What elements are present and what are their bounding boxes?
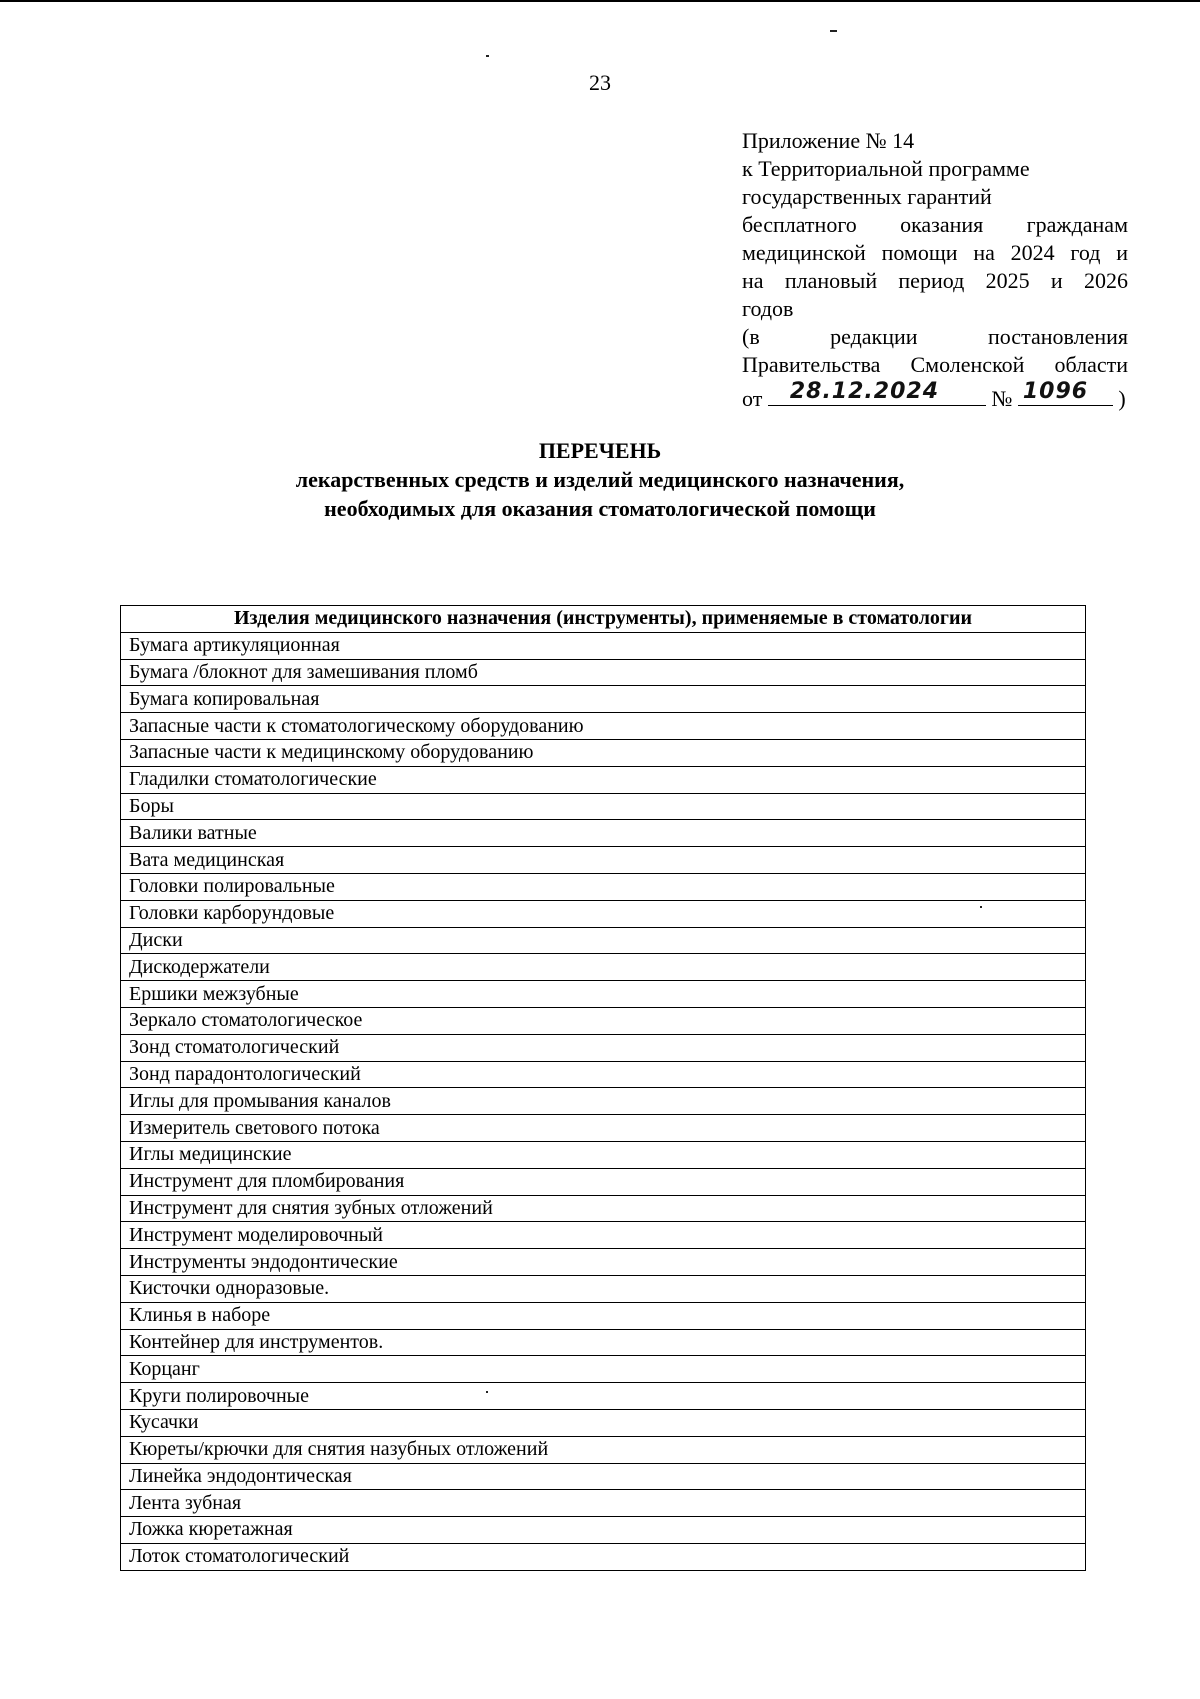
table-row [121,820,1086,847]
appendix-block [742,127,1128,413]
table-row [121,900,1086,927]
document-title [0,436,1200,523]
table-cell: Иглы для промывания каналов [121,1088,1086,1115]
table-row [121,1088,1086,1115]
table-cell: Измеритель светового потока [121,1115,1086,1142]
handwritten-date: 28.12.2024 [789,379,940,404]
table-cell: Клинья в наборе [121,1302,1086,1329]
table-cell: Инструменты эндодонтические [121,1249,1086,1276]
title-subtitle: необходимых для оказания стоматологической помощи [324,496,876,521]
appendix-line: Приложение № 14 [742,128,915,153]
table-row [121,1302,1086,1329]
table-cell: Бумага артикуляционная [121,632,1086,659]
table-cell: Инструмент для снятия зубных отложений [121,1195,1086,1222]
appendix-line: бесплатного оказания гражданам [742,212,1128,237]
table-cell: Кюреты/крючки для снятия назубных отложений [121,1436,1086,1463]
table-row [121,927,1086,954]
title-main: ПЕРЕЧЕНЬ [538,438,662,463]
table-row [121,1517,1086,1544]
table-cell: Головки карборундовые [121,900,1086,927]
closing-paren: ) [1118,386,1126,411]
table-cell: Зонд парадонтологический [121,1061,1086,1088]
appendix-line: государственных гарантий [742,184,992,209]
appendix-line: на плановый период 2025 и 2026 [742,268,1128,293]
table-cell: Зеркало стоматологическое [121,1007,1086,1034]
appendix-line: Правительства Смоленской области [742,352,1128,377]
table-row [121,1195,1086,1222]
table-row [121,632,1086,659]
table-cell: Гладилки стоматологические [121,766,1086,793]
table-body [121,632,1086,1570]
table-cell: Линейка эндодонтическая [121,1463,1086,1490]
table-cell: Лента зубная [121,1490,1086,1517]
table-cell: Бумага копировальная [121,686,1086,713]
table-cell: Инструмент моделировочный [121,1222,1086,1249]
table-row [121,1115,1086,1142]
scan-speck [830,30,837,32]
table-cell: Валики ватные [121,820,1086,847]
table-cell: Запасные части к стоматологическому оборудованию [121,713,1086,740]
date-field [768,379,986,406]
table-cell: Головки полировальные [121,873,1086,900]
table-row [121,793,1086,820]
table-row [121,1141,1086,1168]
table-cell: Бумага /блокнот для замешивания пломб [121,659,1086,686]
table-header-cell: Изделия медицинского назначения (инструменты), применяемые в стоматологии [121,606,1086,633]
table-cell: Кусачки [121,1409,1086,1436]
table-cell: Диски [121,927,1086,954]
scan-speck [486,55,489,57]
handwritten-number: 1096 [1022,379,1089,404]
table-cell: Вата медицинская [121,847,1086,874]
table-row [121,659,1086,686]
table-row [121,766,1086,793]
table-row [121,1543,1086,1570]
page-number: 23 [589,70,611,95]
table-cell: Корцанг [121,1356,1086,1383]
table-cell: Лоток стоматологический [121,1543,1086,1570]
table-cell: Ложка кюретажная [121,1517,1086,1544]
table-row [121,954,1086,981]
table-header-row [121,606,1086,633]
table-row [121,981,1086,1008]
table-row [121,1168,1086,1195]
table-row [121,1329,1086,1356]
appendix-line: медицинской помощи на 2024 год и [742,240,1128,265]
number-label: № [991,386,1013,411]
appendix-line: годов [742,296,794,321]
table-row [121,739,1086,766]
table-row [121,686,1086,713]
resolution-signature-line [742,379,1128,413]
table-cell: Дискодержатели [121,954,1086,981]
table-cell: Зонд стоматологический [121,1034,1086,1061]
table-row [121,1222,1086,1249]
table-row [121,1463,1086,1490]
instruments-table [120,605,1086,1571]
table-row [121,1409,1086,1436]
title-subtitle: лекарственных средств и изделий медицинского назначения, [295,467,905,492]
table-cell: Кисточки одноразовые. [121,1275,1086,1302]
table-cell: Боры [121,793,1086,820]
table-row [121,847,1086,874]
table-cell: Запасные части к медицинскому оборудованию [121,739,1086,766]
table-row [121,1356,1086,1383]
table-row [121,1490,1086,1517]
table-cell: Контейнер для инструментов. [121,1329,1086,1356]
table-row [121,1249,1086,1276]
table-row [121,1275,1086,1302]
table-row [121,1061,1086,1088]
scan-top-border [0,0,1200,2]
appendix-line: к Территориальной программе [742,156,1030,181]
table-cell: Ершики межзубные [121,981,1086,1008]
number-field [1018,379,1113,406]
table-row [121,1007,1086,1034]
table-cell: Круги полировочные [121,1383,1086,1410]
table-cell: Иглы медицинские [121,1141,1086,1168]
table-row [121,1383,1086,1410]
table-row [121,1436,1086,1463]
table-row [121,873,1086,900]
table-row [121,1034,1086,1061]
appendix-line: (в редакции постановления [742,324,1128,349]
table-cell: Инструмент для пломбирования [121,1168,1086,1195]
from-label: от [742,386,763,411]
table-row [121,713,1086,740]
